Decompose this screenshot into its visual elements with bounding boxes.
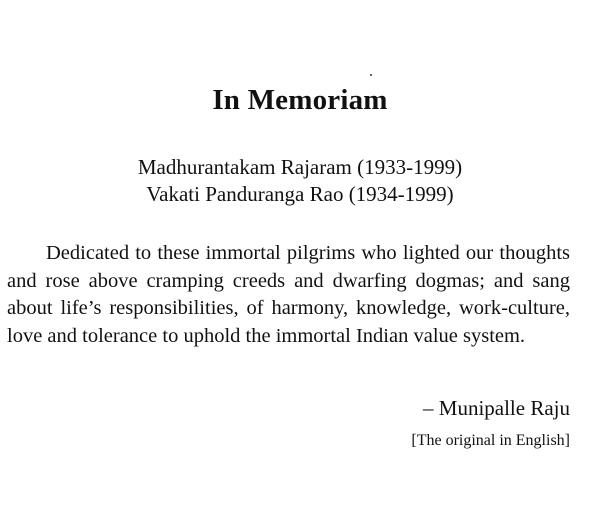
- memorial-name-1: Madhurantakam Rajaram (1933-1999): [137, 155, 463, 179]
- language-note: [The original in English]: [411, 432, 570, 449]
- author-signature: – Munipalle Raju: [423, 396, 570, 420]
- memorial-names: [0, 154, 600, 208]
- page-title: In Memoriam: [212, 84, 388, 116]
- memorial-name-2: Vakati Panduranga Rao (1934-1999): [146, 182, 454, 206]
- print-speck: [370, 74, 372, 76]
- dedication-paragraph: Dedicated to these immortal pilgrims who lighted our thoughts and rose above cramping creeds and dwarfing dogmas; and sang about life’s responsibilities, of harmony, knowledge, work-culture, love and tolerance to uphold the immortal Indian value system.: [7, 242, 570, 347]
